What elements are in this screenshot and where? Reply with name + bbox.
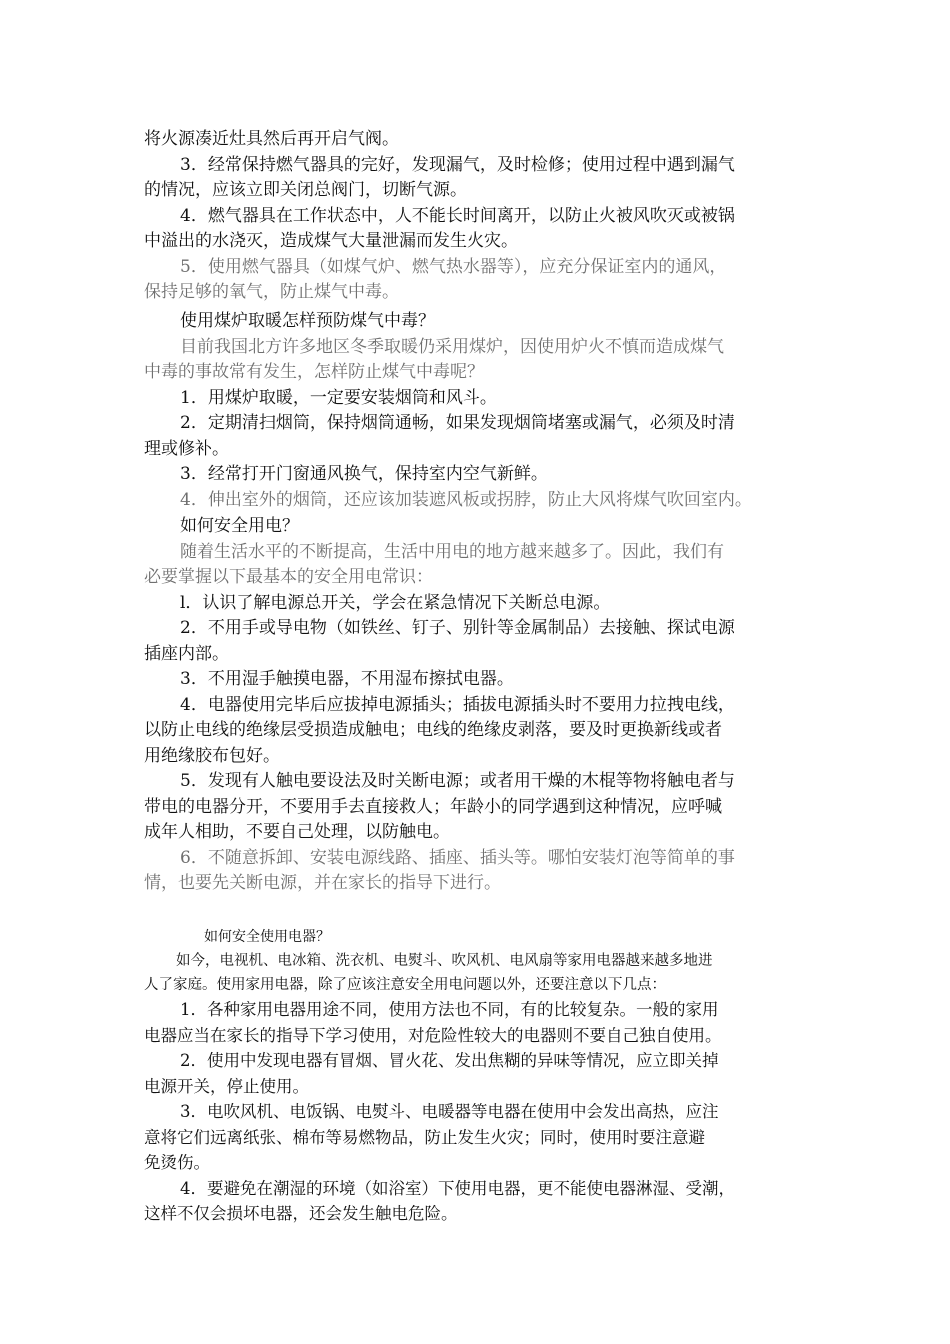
appliance-item-4-line-2: 这样不仅会损坏电器，还会发生触电危险。 xyxy=(144,1204,458,1223)
coal-stove-item-2-line-1: 2．定期清扫烟筒，保持烟筒通畅，如果发现烟筒堵塞或漏气，必须及时清 xyxy=(180,413,735,433)
appliance-item-3-line-1: 3．电吹风机、电饭锅、电熨斗、电暖器等电器在使用中会发出高热，应注 xyxy=(180,1102,719,1121)
gas-item-5-line-1: 5．使用燃气器具（如煤气炉、燃气热水器等），应充分保证室内的通风， xyxy=(180,256,727,277)
appliance-intro-line-2: 人了家庭。使用家用电器，除了应该注意安全用电问题以外，还要注意以下几点： xyxy=(144,977,666,993)
coal-stove-section xyxy=(144,309,824,513)
electricity-item-2-line-2: 插座内部。 xyxy=(144,643,229,664)
gas-paragraph-continued: 将火源凑近灶具然后再开启气阀。 xyxy=(144,129,399,149)
coal-stove-intro-line-2: 中毒的事故常有发生，怎样防止煤气中毒呢？ xyxy=(144,362,484,382)
gas-item-3-line-1: 3．经常保持燃气器具的完好，发现漏气，及时检修；使用过程中遇到漏气 xyxy=(180,154,735,175)
coal-stove-item-2-line-2: 理或修补。 xyxy=(144,438,229,459)
electricity-item-5-line-3: 成年人相助，不要自己处理，以防触电。 xyxy=(144,822,450,842)
coal-stove-item-1: 1．用煤炉取暖，一定要安装烟筒和风斗。 xyxy=(180,387,497,408)
gas-item-5-line-2: 保持足够的氧气，防止煤气中毒。 xyxy=(144,282,399,302)
electricity-item-4-line-2: 以防止电线的绝缘层受损造成触电；电线的绝缘皮剥落，要及时更换新线或者 xyxy=(144,720,722,740)
appliance-item-2-line-2: 电源开关，停止使用。 xyxy=(144,1076,309,1096)
appliance-intro-line-1: 如今，电视机、电冰箱、洗衣机、电熨斗、吹风机、电风扇等家用电器越来越多地进 xyxy=(176,953,713,969)
appliance-item-1-line-1: 1．各种家用电器用途不同，使用方法也不同，有的比较复杂。一般的家用 xyxy=(180,1000,719,1019)
electricity-item-5-line-2: 带电的电器分开，不要用手去直接救人；年龄小的同学遇到这种情况，应呼喊 xyxy=(144,796,722,817)
gas-safety-section xyxy=(144,127,824,306)
electricity-item-1: l．认识了解电源总开关，学会在紧急情况下关断总电源。 xyxy=(180,592,611,613)
electricity-item-4-line-1: 4．电器使用完毕后应拔掉电源插头；插拔电源插头时不要用力拉拽电线， xyxy=(180,694,735,715)
electricity-intro-line-1: 随着生活水平的不断提高，生活中用电的地方越来越多了。因此，我们有 xyxy=(180,541,724,562)
gas-item-4-line-2: 中溢出的水浇灭，造成煤气大量泄漏而发生火灾。 xyxy=(144,231,518,251)
coal-stove-item-4: 4．伸出室外的烟筒，还应该加装遮风板或拐脖，防止大风将煤气吹回室内。 xyxy=(180,489,752,510)
appliance-item-2-line-1: 2．使用中发现电器有冒烟、冒火花、发出焦糊的异味等情况，应立即关掉 xyxy=(180,1051,719,1070)
coal-stove-item-3: 3．经常打开门窗通风换气，保持室内空气新鲜。 xyxy=(180,464,548,484)
electricity-item-4-line-3: 用绝缘胶布包好。 xyxy=(144,745,280,766)
appliance-item-1-line-2: 电器应当在家长的指导下学习使用，对危险性较大的电器则不要自己独自使用。 xyxy=(144,1025,722,1045)
electricity-item-6-line-2: 情，也要先关断电源，并在家长的指导下进行。 xyxy=(144,873,501,893)
appliance-heading: 如何安全使用电器？ xyxy=(204,929,330,945)
appliance-item-3-line-2: 意将它们远离纸张、棉布等易燃物品，防止发生火灾；同时，使用时要注意避 xyxy=(144,1127,705,1147)
electricity-intro-line-2: 必要掌握以下最基本的安全用电常识： xyxy=(144,567,433,587)
gas-item-4-line-1: 4．燃气器具在工作状态中，人不能长时间离开，以防止火被风吹灭或被锅 xyxy=(180,205,735,226)
electricity-item-5-line-1: 5．发现有人触电要设法及时关断电源；或者用干燥的木棍等物将触电者与 xyxy=(180,771,735,791)
coal-stove-heading: 使用煤炉取暖怎样预防煤气中毒？ xyxy=(180,311,435,331)
electricity-item-6-line-1: 6．不随意拆卸、安装电源线路、插座、插头等。哪怕安装灯泡等简单的事 xyxy=(180,847,735,868)
electricity-safety-section xyxy=(144,514,824,897)
gas-item-3-line-2: 的情况，应该立即关闭总阀门，切断气源。 xyxy=(144,180,467,200)
appliance-safety-section xyxy=(144,925,824,1227)
electricity-item-3: 3．不用湿手触摸电器，不用湿布擦拭电器。 xyxy=(180,669,514,689)
coal-stove-intro-line-1: 目前我国北方许多地区冬季取暖仍采用煤炉，因使用炉火不慎而造成煤气 xyxy=(180,336,724,357)
appliance-item-3-line-3: 免烫伤。 xyxy=(144,1153,210,1172)
electricity-heading: 如何安全用电？ xyxy=(180,516,299,536)
appliance-item-4-line-1: 4．要避免在潮湿的环境（如浴室）下使用电器，更不能使电器淋湿、受潮， xyxy=(180,1178,735,1198)
electricity-item-2-line-1: 2．不用手或导电物（如铁丝、钉子、别针等金属制品）去接触、探试电源 xyxy=(180,618,735,638)
